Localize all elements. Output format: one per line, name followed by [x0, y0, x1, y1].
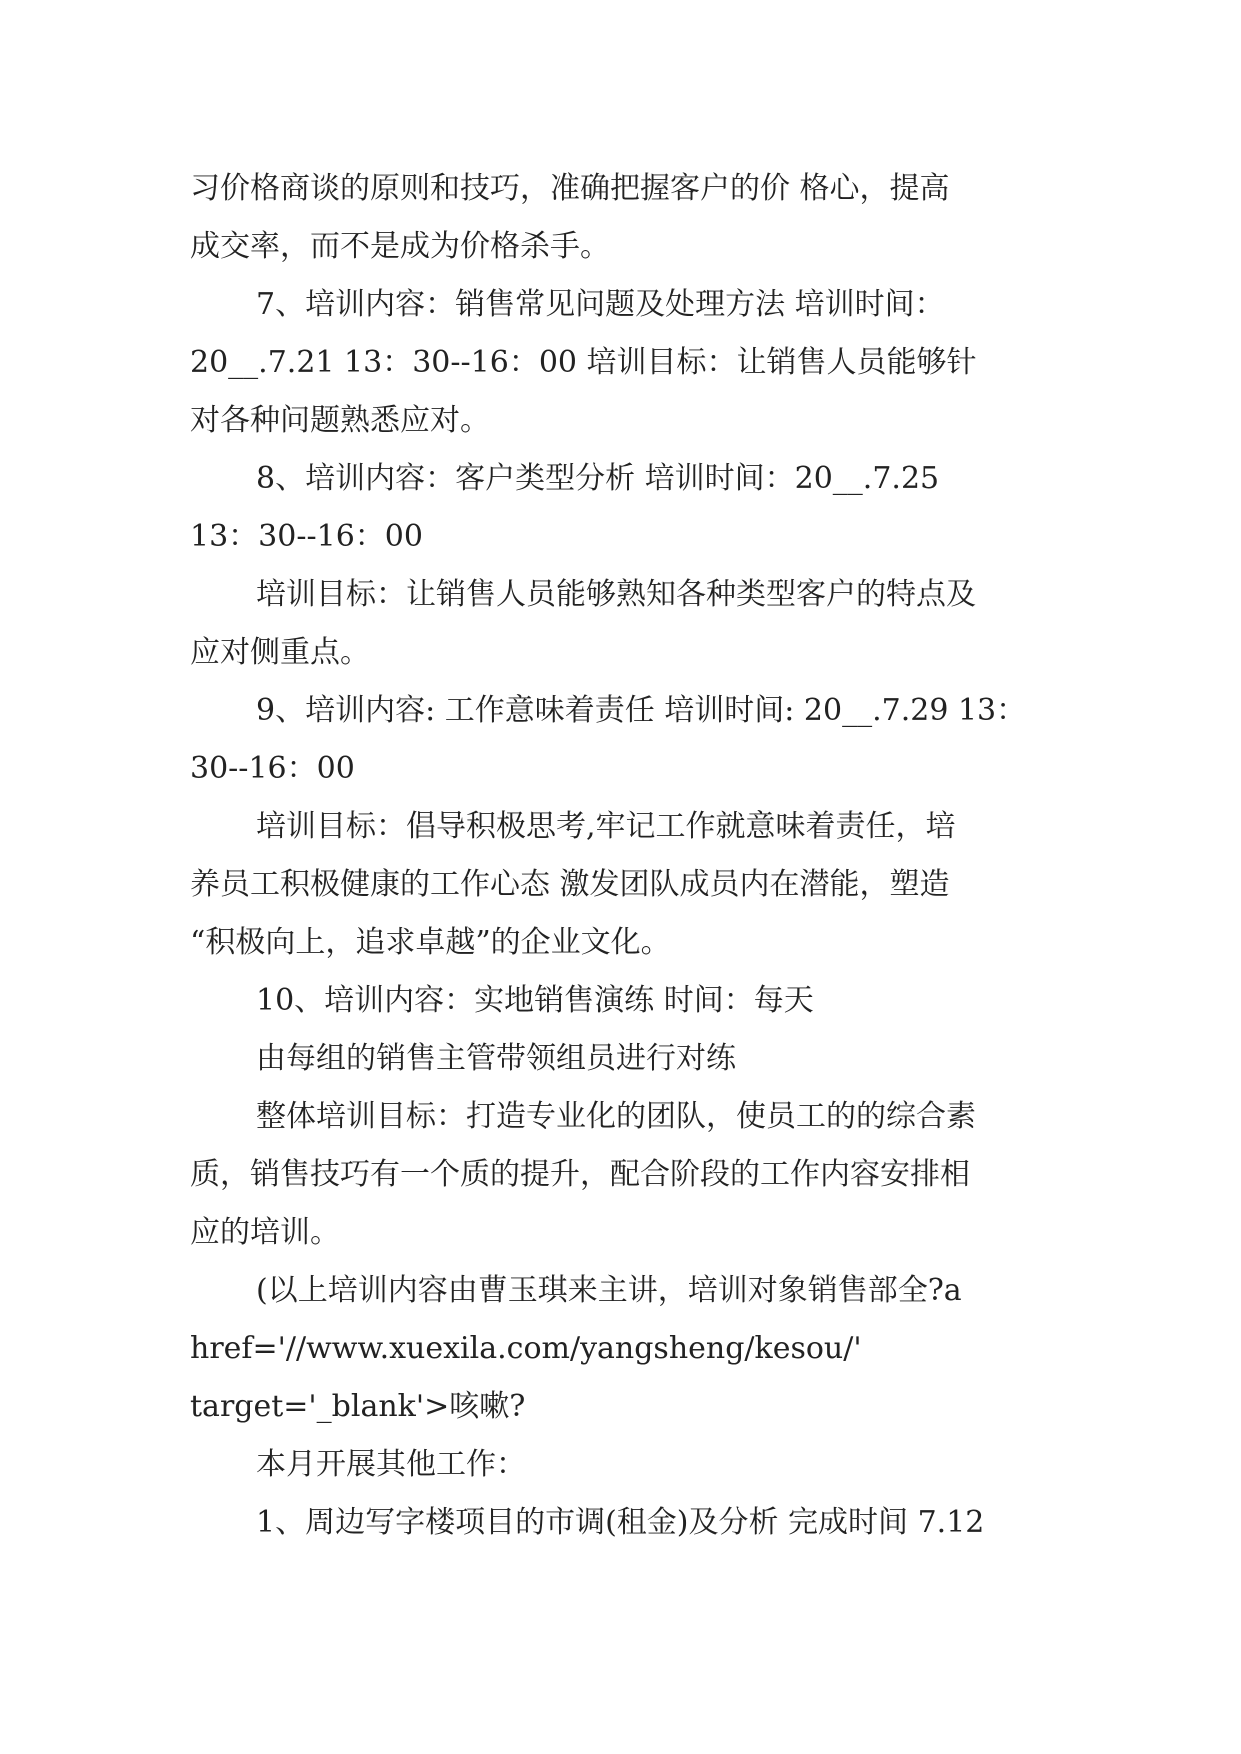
text-line-18: 质，销售技巧有一个质的提升，配合阶段的工作内容安排相 [190, 1157, 970, 1192]
text-line-6: 8、培训内容：客户类型分析 培训时间：20__.7.25 [256, 461, 940, 496]
text-line-11: 30--16：00 [190, 751, 355, 786]
text-line-14: “积极向上，追求卓越”的企业文化。 [190, 925, 671, 960]
text-line-8: 培训目标：让销售人员能够熟知各种类型客户的特点及 [256, 577, 976, 612]
text-line-7: 13：30--16：00 [190, 519, 423, 554]
text-line-24: 1、周边写字楼项目的市调(租金)及分析 完成时间 7.12 [256, 1505, 985, 1540]
text-line-17: 整体培训目标：打造专业化的团队，使员工的的综合素 [256, 1099, 976, 1134]
text-line-15: 10、培训内容：实地销售演练 时间：每天 [256, 983, 814, 1018]
document-body [190, 160, 1050, 1552]
text-line-3: 7、培训内容：销售常见问题及处理方法 培训时间： [256, 287, 945, 322]
text-line-20: (以上培训内容由曹玉琪来主讲，培训对象销售部全?a [256, 1273, 962, 1308]
text-line-5: 对各种问题熟悉应对。 [190, 403, 490, 438]
text-line-19: 应的培训。 [190, 1215, 340, 1250]
text-line-22: target='_blank'>咳嗽? [190, 1389, 526, 1424]
text-line-21: href='//www.xuexila.com/yangsheng/kesou/' [190, 1331, 862, 1366]
text-line-10: 9、培训内容: 工作意味着责任 培训时间: 20__.7.29 13： [256, 693, 1027, 728]
text-line-16: 由每组的销售主管带领组员进行对练 [256, 1041, 736, 1076]
text-line-4: 20__.7.21 13：30--16：00 培训目标：让销售人员能够针 [190, 345, 977, 380]
text-line-12: 培训目标：倡导积极思考,牢记工作就意味着责任，培 [256, 809, 956, 844]
text-line-2: 成交率，而不是成为价格杀手。 [190, 229, 610, 264]
text-line-1: 习价格商谈的原则和技巧，准确把握客户的价 格心，提高 [190, 171, 950, 206]
text-line-9: 应对侧重点。 [190, 635, 370, 670]
text-line-13: 养员工积极健康的工作心态 激发团队成员内在潜能，塑造 [190, 867, 950, 902]
text-line-23: 本月开展其他工作： [256, 1447, 526, 1482]
